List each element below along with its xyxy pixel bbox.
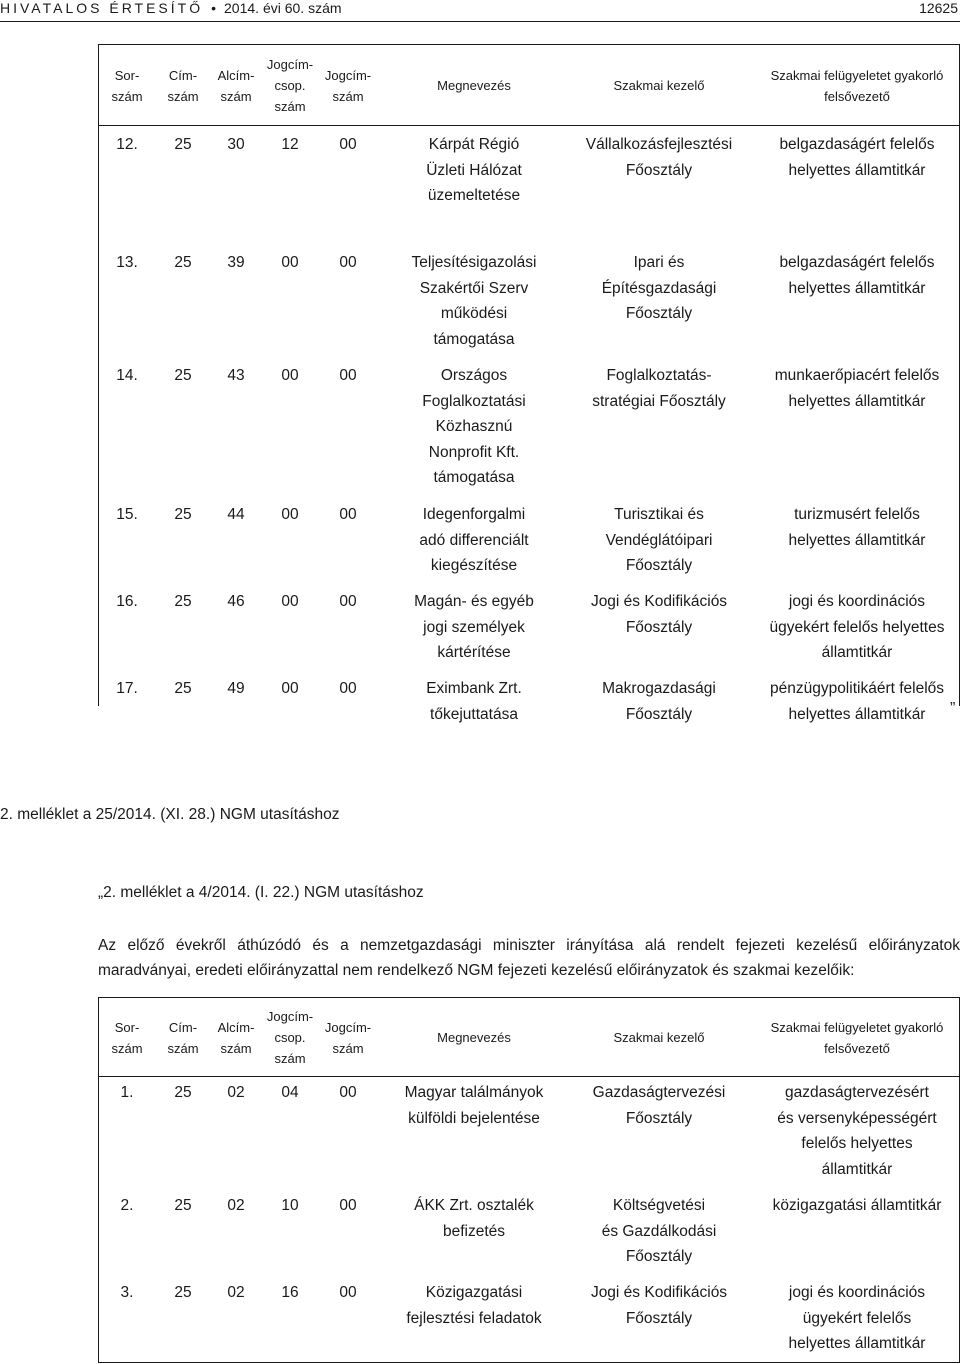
intro-paragraph: Az előző évekről áthúzódó és a nemzetgazdasági miniszter irányítása alá rendelt fejezeti kezelésű előirányzatok maradványai, eredeti előirányzattal nem rendelkező NGM fejezeti kezelésű előirányzatok és szakmai kezelőik: — [98, 937, 960, 979]
cell-megnevezes: Kárpát Régió Üzleti Hálózat üzemeltetése — [426, 136, 522, 204]
cell-alcimszam: 02 — [227, 1084, 245, 1101]
cell-szakmai-kezelo: Jogi és Kodifikációs Főosztály — [590, 1284, 728, 1327]
cell-jogcimszam: 00 — [339, 136, 357, 153]
cell-szakmai-kezelo: Makrogazdasági Főosztály — [602, 680, 716, 723]
cell-szakmai-kezelo: Vállalkozásfejlesztési Főosztály — [585, 136, 733, 179]
cell-felsovezeto: közigazgatási államtitkár — [772, 1197, 942, 1214]
col-header-sorszam: Sor- szám — [111, 67, 143, 104]
col-header-jogcimcsop: Jogcím- csop. szám — [266, 57, 314, 114]
col-header-jogcimszam: Jogcím- szám — [324, 1019, 372, 1056]
header-separator — [99, 125, 959, 126]
cell-szakmai-kezelo: Ipari és Építésgazdasági Főosztály — [601, 254, 717, 322]
cell-jogcimszam: 00 — [339, 367, 357, 384]
page-number: 12625 — [919, 0, 958, 16]
col-header-alcimszam: Alcím- szám — [217, 1019, 255, 1056]
cell-jogcimcsop: 10 — [281, 1197, 299, 1214]
cell-megnevezes: Eximbank Zrt. tőkejuttatása — [426, 680, 522, 723]
cell-alcimszam: 43 — [227, 367, 245, 384]
cell-sorszam: 1. — [120, 1084, 134, 1101]
col-header-jogcimszam: Jogcím- szám — [324, 67, 372, 104]
cell-alcimszam: 49 — [227, 680, 245, 697]
cell-jogcimszam: 00 — [339, 593, 357, 610]
cell-alcimszam: 02 — [227, 1197, 245, 1214]
cell-sorszam: 17. — [116, 680, 138, 697]
cell-szakmai-kezelo: Gazdaságtervezési Főosztály — [592, 1084, 726, 1127]
cell-alcimszam: 30 — [227, 136, 245, 153]
cell-felsovezeto: munkaerőpiacért felelős helyettes államtitkár — [774, 367, 940, 410]
header-separator — [99, 1076, 959, 1077]
closing-quote-mark: ” — [950, 700, 956, 717]
cell-cimszam: 25 — [174, 680, 192, 697]
cell-alcimszam: 39 — [227, 254, 245, 271]
annex-subtitle: „2. melléklet a 4/2014. (I. 22.) NGM utasításhoz — [98, 884, 424, 901]
col-header-szakmai-kezelo: Szakmai kezelő — [613, 1030, 705, 1045]
cell-alcimszam: 02 — [227, 1284, 245, 1301]
col-header-sorszam: Sor- szám — [111, 1019, 143, 1056]
cell-szakmai-kezelo: Jogi és Kodifikációs Főosztály — [590, 593, 728, 636]
col-header-megnevezes: Megnevezés — [437, 78, 511, 93]
cell-cimszam: 25 — [174, 136, 192, 153]
publication-title: HIVATALOS ÉRTESÍTŐ — [0, 0, 204, 16]
col-header-cimszam: Cím- szám — [167, 67, 199, 104]
cell-alcimszam: 46 — [227, 593, 245, 610]
cell-sorszam: 15. — [116, 506, 138, 523]
cell-sorszam: 14. — [116, 367, 138, 384]
cell-sorszam: 3. — [120, 1284, 134, 1301]
cell-megnevezes: ÁKK Zrt. osztalék befizetés — [414, 1197, 534, 1240]
col-header-cimszam: Cím- szám — [167, 1019, 199, 1056]
cell-sorszam: 2. — [120, 1197, 134, 1214]
cell-jogcimszam: 00 — [339, 680, 357, 697]
cell-felsovezeto: turizmusért felelős helyettes államtitkár — [788, 506, 926, 549]
col-header-megnevezes: Megnevezés — [437, 1030, 511, 1045]
cell-jogcimcsop: 00 — [281, 506, 299, 523]
cell-jogcimszam: 00 — [339, 1284, 357, 1301]
cell-felsovezeto: pénzügypolitikáért felelős helyettes államtitkár — [769, 680, 945, 723]
cell-szakmai-kezelo: Foglalkoztatás- stratégiai Főosztály — [592, 367, 726, 410]
cell-jogcimszam: 00 — [339, 254, 357, 271]
cell-jogcimcsop: 16 — [281, 1284, 299, 1301]
header-rule — [0, 21, 960, 22]
cell-szakmai-kezelo: Költségvetési és Gazdálkodási Főosztály — [601, 1197, 717, 1265]
cell-megnevezes: Teljesítésigazolási Szakértői Szerv működési támogatása — [411, 254, 537, 348]
table-2 — [98, 997, 960, 1363]
cell-felsovezeto: jogi és koordinációs ügyekért felelős helyettes államtitkár — [788, 1284, 926, 1352]
cell-jogcimcsop: 00 — [281, 680, 299, 697]
cell-jogcimcsop: 00 — [281, 254, 299, 271]
col-header-alcimszam: Alcím- szám — [217, 67, 255, 104]
header-bullet: • — [211, 0, 217, 16]
cell-jogcimszam: 00 — [339, 506, 357, 523]
header-publication — [0, 0, 342, 16]
cell-alcimszam: 44 — [227, 506, 245, 523]
cell-megnevezes: Idegenforgalmi adó differenciált kiegészítése — [419, 506, 529, 574]
cell-jogcimcsop: 04 — [281, 1084, 299, 1101]
col-header-szakmai-kezelo: Szakmai kezelő — [613, 78, 705, 93]
annex-title: 2. melléklet a 25/2014. (XI. 28.) NGM utasításhoz — [0, 806, 340, 823]
cell-felsovezeto: jogi és koordinációs ügyekért felelős helyettes államtitkár — [769, 593, 945, 661]
cell-jogcimszam: 00 — [339, 1197, 357, 1214]
cell-cimszam: 25 — [174, 506, 192, 523]
page-header — [0, 0, 960, 24]
col-header-felsovezeto: Szakmai felügyeletet gyakorló felsővezető — [770, 1019, 944, 1056]
cell-felsovezeto: belgazdaságért felelős helyettes államtitkár — [779, 254, 935, 297]
cell-megnevezes: Országos Foglalkoztatási Közhasznú Nonprofit Kft. támogatása — [422, 367, 526, 486]
cell-jogcimcsop: 00 — [281, 367, 299, 384]
table-1 — [98, 44, 960, 723]
cell-cimszam: 25 — [174, 1197, 192, 1214]
cell-felsovezeto: belgazdaságért felelős helyettes államtitkár — [779, 136, 935, 179]
cell-cimszam: 25 — [174, 1084, 192, 1101]
cell-cimszam: 25 — [174, 593, 192, 610]
issue-label: 2014. évi 60. szám — [224, 0, 342, 16]
cell-sorszam: 12. — [116, 136, 138, 153]
cell-cimszam: 25 — [174, 254, 192, 271]
cell-felsovezeto: gazdaságtervezésért és versenyképességért felelős helyettes államtitkár — [777, 1084, 937, 1178]
cell-jogcimszam: 00 — [339, 1084, 357, 1101]
cell-megnevezes: Közigazgatási fejlesztési feladatok — [406, 1284, 542, 1327]
cell-szakmai-kezelo: Turisztikai és Vendéglátóipari Főosztály — [605, 506, 713, 574]
cell-megnevezes: Magyar találmányok külföldi bejelentése — [404, 1084, 544, 1127]
cell-cimszam: 25 — [174, 367, 192, 384]
col-header-jogcimcsop: Jogcím- csop. szám — [266, 1009, 314, 1066]
cell-cimszam: 25 — [174, 1284, 192, 1301]
cell-jogcimcsop: 00 — [281, 593, 299, 610]
cell-jogcimcsop: 12 — [281, 136, 299, 153]
cell-sorszam: 13. — [116, 254, 138, 271]
col-header-felsovezeto: Szakmai felügyeletet gyakorló felsővezető — [770, 67, 944, 104]
cell-megnevezes: Magán- és egyéb jogi személyek kártérítése — [414, 593, 534, 661]
cell-sorszam: 16. — [116, 593, 138, 610]
